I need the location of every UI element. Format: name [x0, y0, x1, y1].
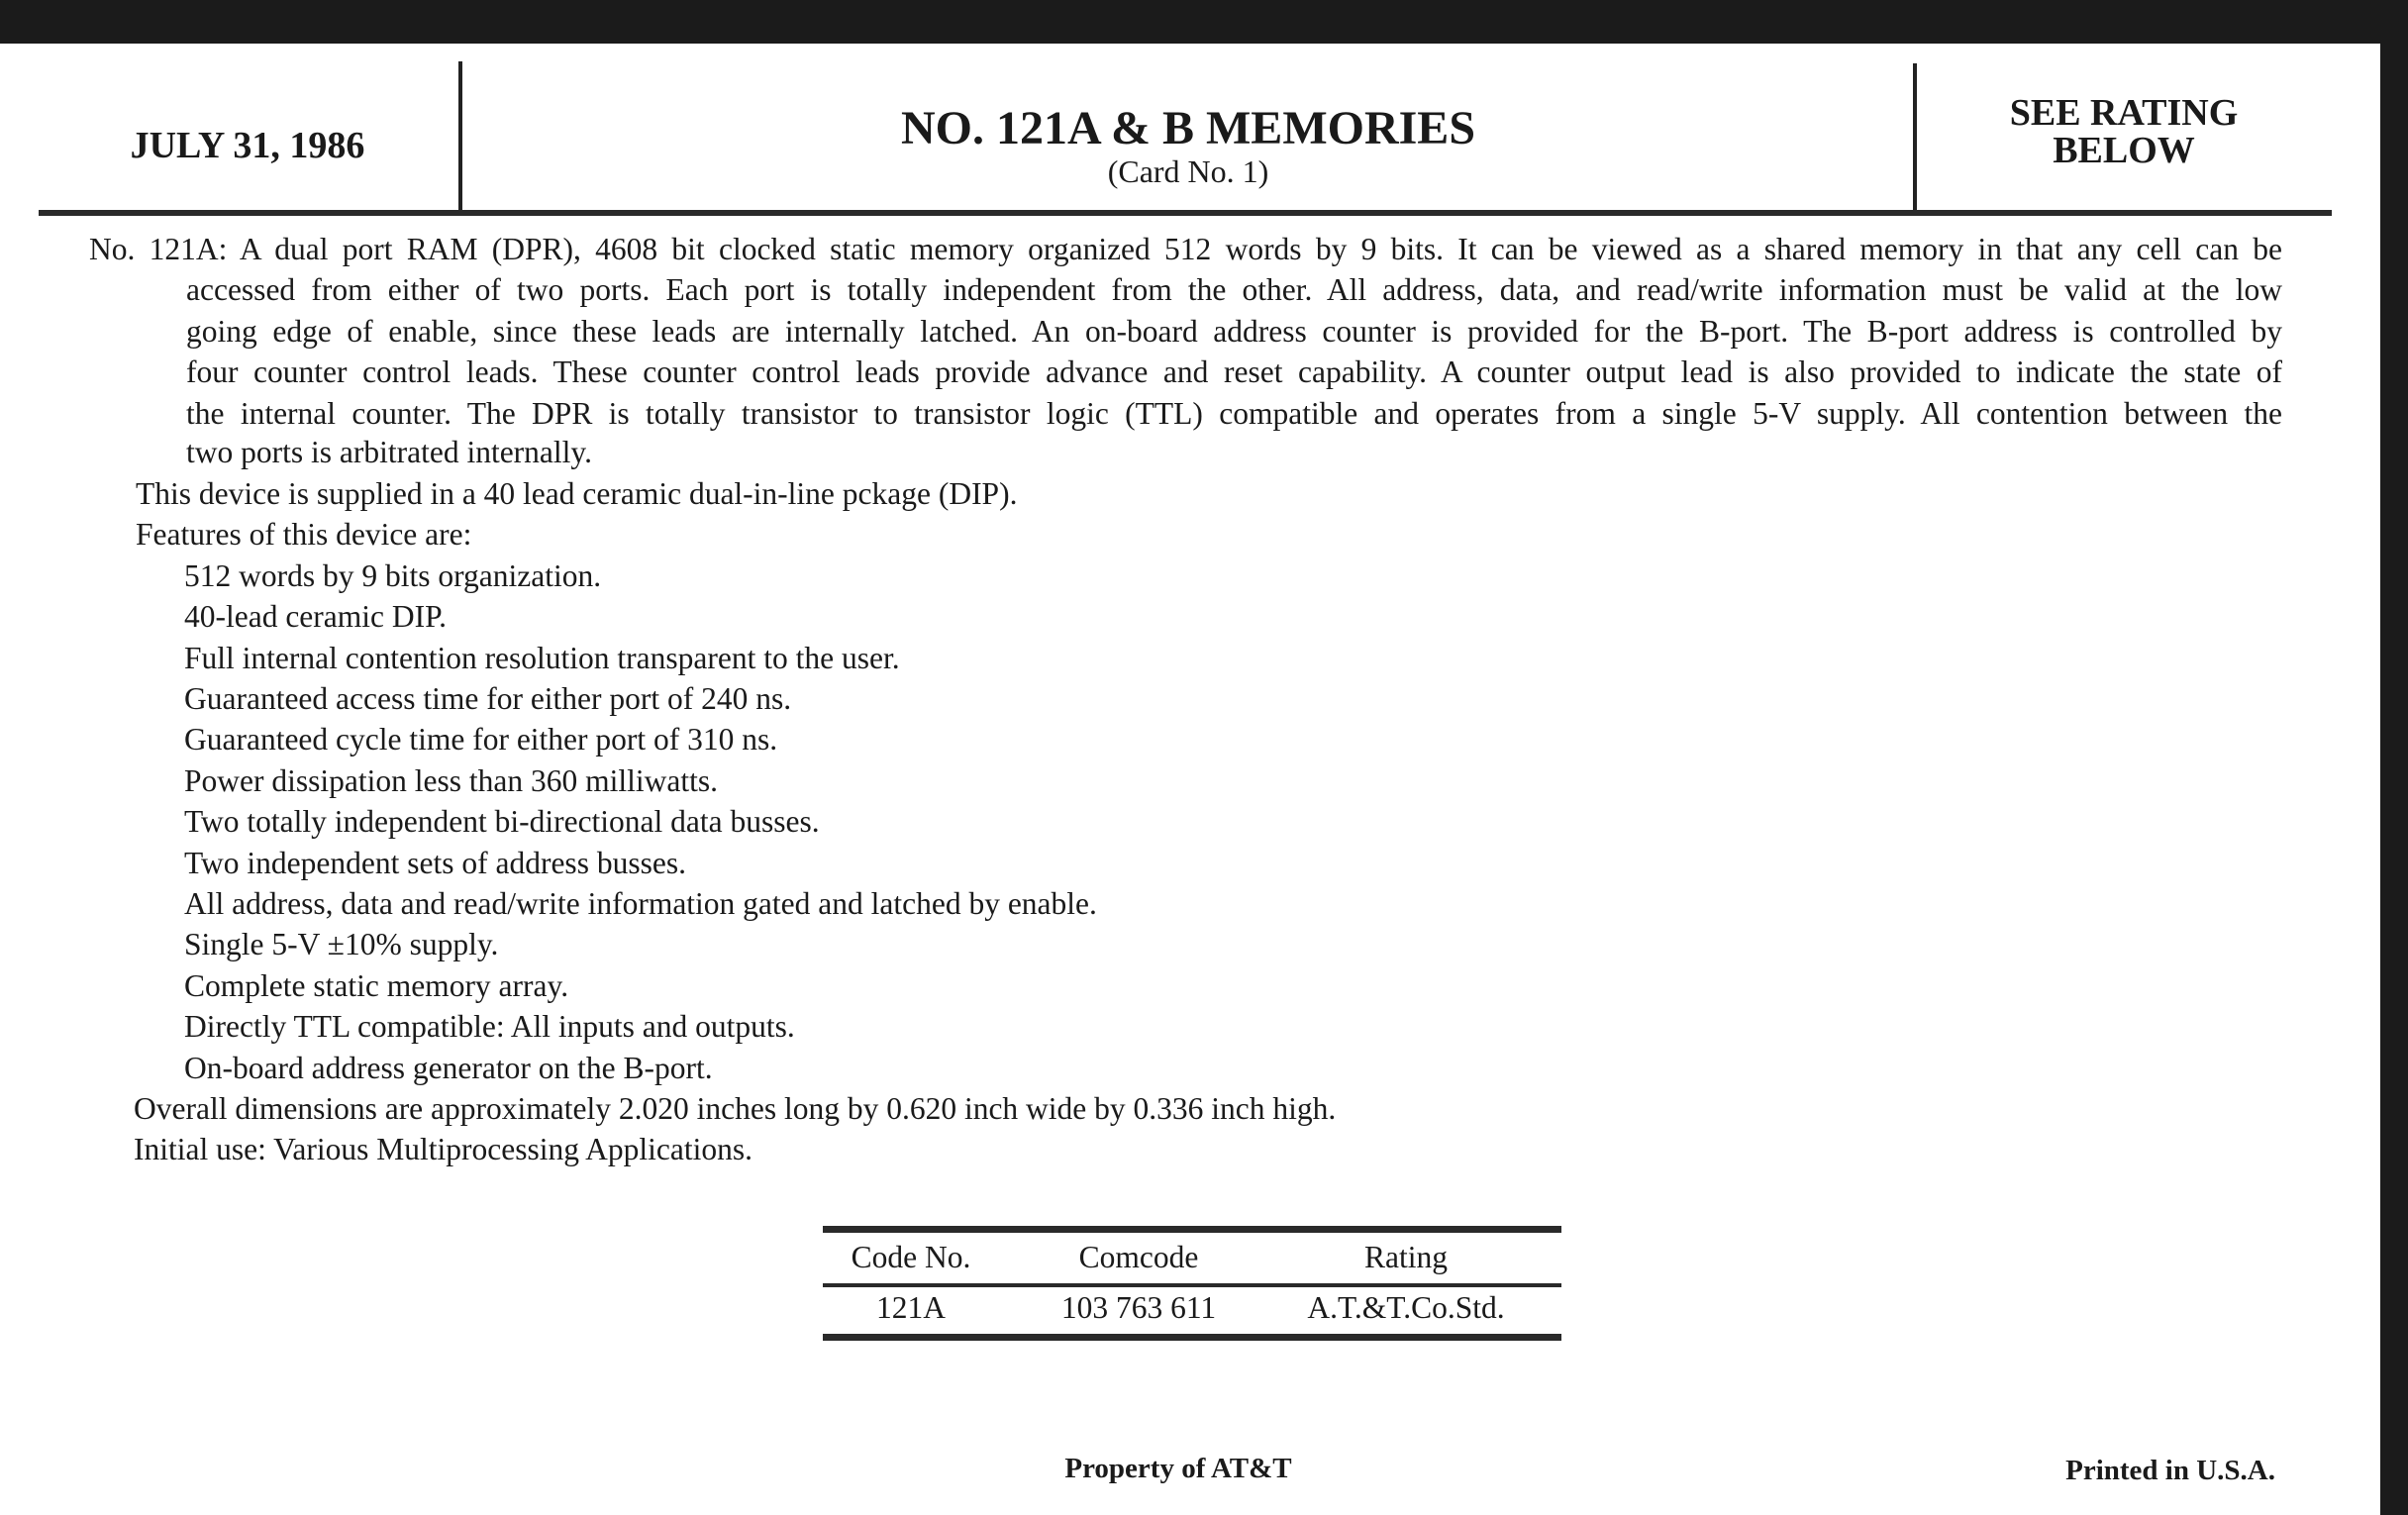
feature-item: Complete static memory array. [184, 968, 569, 1003]
feature-item: Power dissipation less than 360 milliwatts. [184, 763, 718, 798]
feature-item: Single 5-V ±10% supply. [184, 927, 499, 961]
table-cell-rating: A.T.&T.Co.Std. [1307, 1290, 1505, 1325]
footer-printed: Printed in U.S.A. [2065, 1455, 2275, 1486]
table-header-code: Code No. [851, 1240, 971, 1274]
description-line: going edge of enable, since these leads are internally latched. An on-board address counter is provided for the B-port. The B-port address is controlled by [186, 314, 2282, 349]
table-top-rule [823, 1226, 1561, 1233]
description-line: four counter control leads. These counter control leads provide advance and reset capability. A counter output lead is also provided to indicate the state of [186, 354, 2282, 389]
description-line: accessed from either of two ports. Each port is totally independent from the other. All address, data, and read/write information must be valid at the low [186, 272, 2282, 307]
description-line: two ports is arbitrated internally. [186, 435, 592, 469]
feature-item: Two totally independent bi-directional data busses. [184, 804, 820, 839]
feature-item: All address, data and read/write information gated and latched by enable. [184, 886, 1097, 921]
package-text: This device is supplied in a 40 lead ceramic dual-in-line pckage (DIP). [136, 476, 1018, 511]
card-subtitle: (Card No. 1) [1107, 153, 1269, 189]
scan-border-right [2380, 0, 2408, 1515]
card-date: JULY 31, 1986 [130, 125, 365, 166]
rating-note-line2: BELOW [2053, 130, 2195, 171]
scan-border-top [0, 0, 2408, 44]
initial-use-text: Initial use: Various Multiprocessing Applications. [134, 1132, 752, 1166]
header-rule [39, 210, 2332, 216]
features-intro: Features of this device are: [136, 517, 472, 552]
rating-note-line1: SEE RATING [2009, 92, 2239, 134]
feature-item: On-board address generator on the B-port. [184, 1051, 713, 1085]
table-cell-comcode: 103 763 611 [1060, 1290, 1217, 1325]
feature-item: Guaranteed cycle time for either port of 310 ns. [184, 722, 778, 757]
feature-item: Guaranteed access time for either port of 240 ns. [184, 681, 792, 716]
footer-property: Property of AT&T [1064, 1453, 1292, 1484]
dimensions-text: Overall dimensions are approximately 2.020 inches long by 0.620 inch wide by 0.336 inch high. [134, 1091, 1337, 1126]
table-header-rating: Rating [1364, 1240, 1448, 1274]
table-cell-code: 121A [876, 1290, 946, 1325]
table-header-rule [823, 1283, 1561, 1287]
card-title: NO. 121A & B MEMORIES [900, 102, 1476, 154]
feature-item: Full internal contention resolution transparent to the user. [184, 641, 900, 675]
table-bottom-rule [823, 1334, 1561, 1341]
feature-item: 40-lead ceramic DIP. [184, 599, 448, 634]
header-divider-left [458, 61, 462, 212]
description-line: No. 121A: A dual port RAM (DPR), 4608 bit clocked static memory organized 512 words by 9 bits. It can be viewed as a shared memory in that any cell can be [89, 232, 2282, 266]
feature-item: Directly TTL compatible: All inputs and outputs. [184, 1009, 795, 1044]
table-header-comcode: Comcode [1078, 1240, 1199, 1274]
description-line: the internal counter. The DPR is totally transistor to transistor logic (TTL) compatible and operates from a single 5-V supply. All contention between the [186, 396, 2282, 431]
feature-item: 512 words by 9 bits organization. [184, 558, 602, 593]
feature-item: Two independent sets of address busses. [184, 846, 686, 880]
header-divider-right [1913, 63, 1917, 212]
